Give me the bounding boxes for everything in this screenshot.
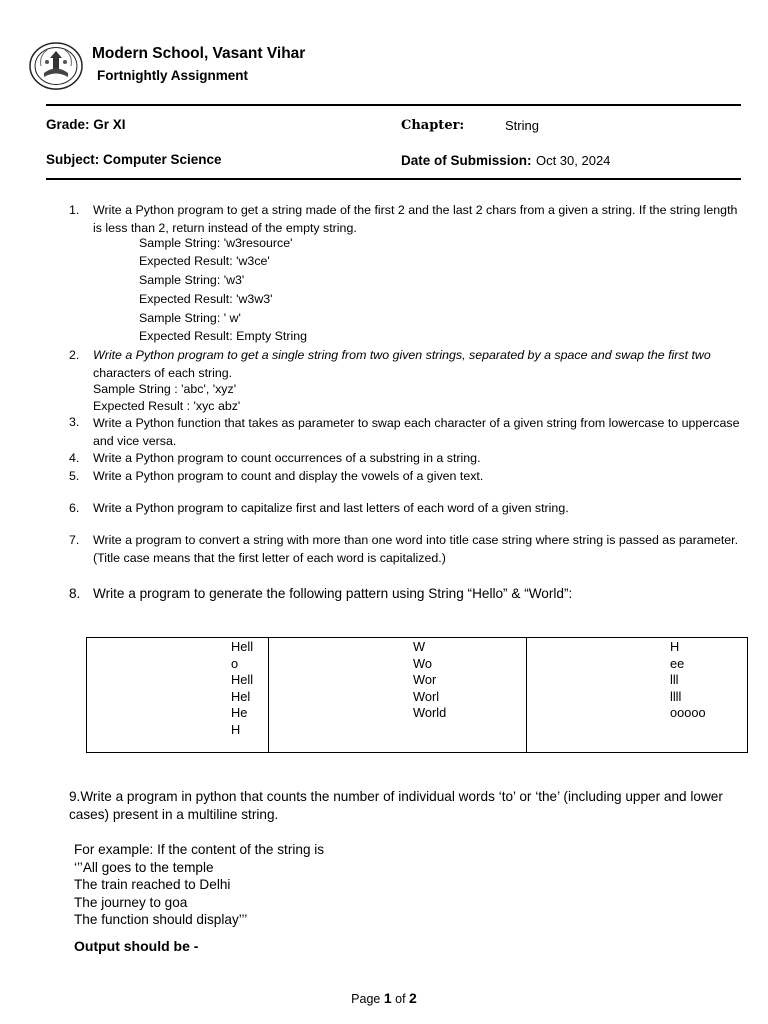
page-total: 2 [409,990,417,1006]
pattern-column-1 [87,638,269,753]
of-word: of [395,992,406,1006]
question-number: 5. [69,469,80,483]
question-9-text: 9.Write a program in python that counts the number of individual words ‘to’ or ‘the’ (including upper and lower cases) present in a multiline string. [69,789,723,822]
question-4-text: Write a Python program to count occurrences of a substring in a string. [93,451,481,465]
example-line: Expected Result: Empty String [139,329,308,343]
example-line: The function should display’’’ [74,912,248,927]
example-line: For example: If the content of the string is [74,842,325,857]
grade-label: Grade: Gr XI [46,117,126,132]
question-9-example [74,841,324,929]
submission-value: Oct 30, 2024 [535,153,611,168]
example-line: The journey to goa [74,894,188,910]
question-number: 1. [69,203,80,217]
output-label: Output should be - [74,938,199,954]
pattern-line: llll [670,688,682,704]
chapter-value: String [505,118,539,133]
pattern-line: W [413,639,426,654]
example-line: Sample String: 'w3resource' [139,236,293,250]
question-2-expected: Expected Result : 'xyc abz' [93,399,241,413]
question-1-text: Write a Python program to get a string made of the first 2 and the last 2 chars from a given a string. If the string length is less than 2, return instead of the empty string. [93,203,738,235]
example-line: Expected Result: 'w3w3' [139,292,273,306]
pattern-line: Hell [231,672,254,687]
pattern-line: Hel [231,688,251,704]
pattern-line: World [413,705,447,720]
pattern-line: ooooo [670,705,706,720]
assignment-title: Fortnightly Assignment [97,68,248,83]
question-2-italic: Write a Python program to get a single string from two given strings, separated by a space and swap the first two [93,348,711,362]
pattern-line: He [231,705,248,720]
submission-label: Date of Submission: [401,153,532,168]
pattern-line: H [670,639,680,654]
question-number: 3. [69,415,80,429]
example-line: Expected Result: 'w3ce' [139,254,270,268]
question-2-rest: characters of each string. [93,365,233,380]
school-crest-icon [29,42,83,90]
question-number: 6. [69,501,80,515]
pattern-table [86,637,748,753]
page-number: 1 [383,990,392,1006]
question-3-text: Write a Python function that takes as parameter to swap each character of a given string from lowercase to uppercase and vice versa. [93,416,740,448]
chapter-label: Chapter: [401,118,465,133]
pattern-line: lll [670,672,679,687]
example-line: Sample String: 'w3' [139,273,245,287]
pattern-line: Wor [413,672,437,687]
pattern-line: ee [670,655,685,671]
question-number: 4. [69,451,80,465]
question-5-text: Write a Python program to count and display the vowels of a given text. [93,469,484,483]
pattern-column-2 [269,638,527,753]
question-number: 8. [69,586,81,601]
pattern-line: Worl [413,688,440,704]
example-line: ‘’’All goes to the temple [74,859,214,875]
pattern-line: Wo [413,655,432,671]
page-word: Page [351,992,381,1006]
example-line: Sample String: ' w' [139,311,241,325]
question-6-text: Write a Python program to capitalize first and last letters of each word of a given string. [93,501,569,515]
question-number: 2. [69,348,80,362]
school-name: Modern School, Vasant Vihar [92,45,306,62]
question-2-text [93,347,741,382]
pattern-line: H [231,721,241,737]
question-7-text: Write a program to convert a string with more than one word into title case string where string is passed as parameter. (Title case means that the first letter of each word is capitalized.) [93,533,739,565]
submission-date [401,152,610,170]
pattern-column-3 [527,638,748,753]
question-8-text: Write a program to generate the following pattern using String “Hello” & “World”: [93,586,573,601]
example-line: The train reached to Delhi [74,877,231,892]
page-footer [0,990,768,1006]
pattern-line: Hell [231,639,254,654]
bottom-divider [46,178,741,180]
pattern-line: o [231,655,239,671]
question-number: 7. [69,533,80,547]
subject-label: Subject: Computer Science [46,152,222,167]
top-divider [46,104,741,106]
question-2-sample: Sample String : 'abc', 'xyz' [93,382,237,396]
